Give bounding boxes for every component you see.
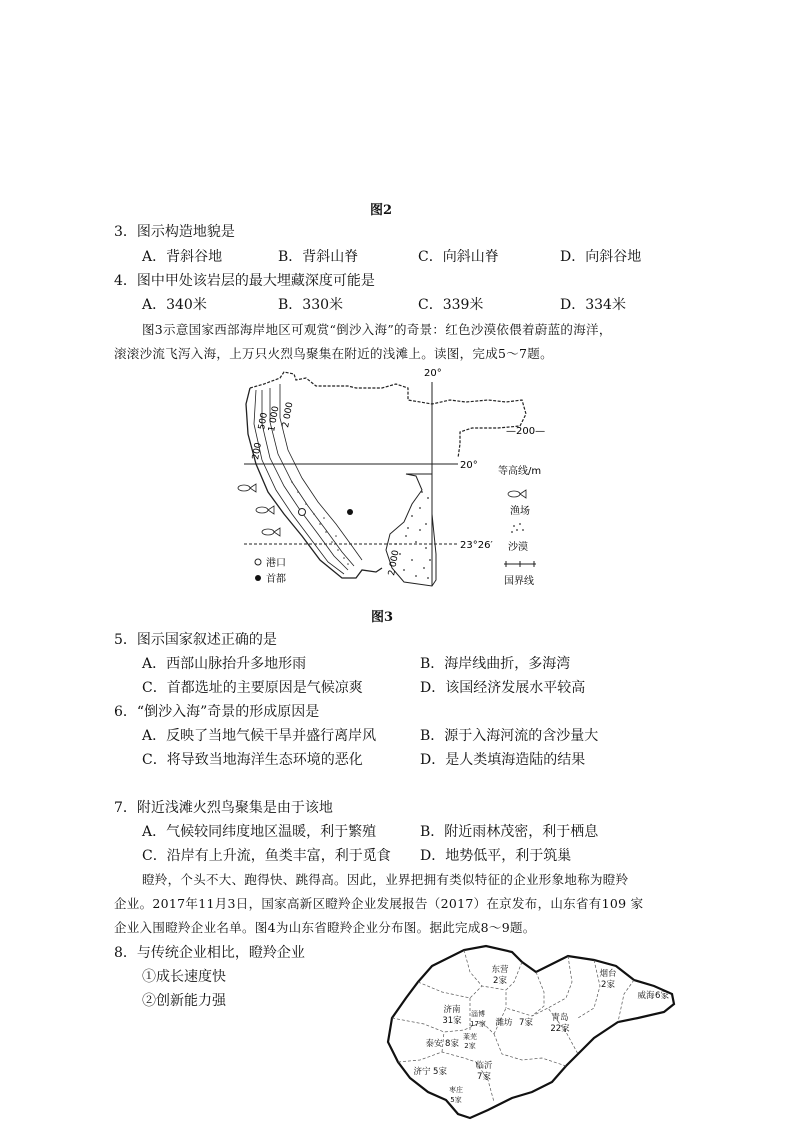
- gazelle-paragraph-line-2: 企业。2017年11月3日，国家高新区瞪羚企业发展报告（2017）在京发布，山东省有109 家: [114, 896, 644, 911]
- city-name-weifang: 潍坊: [495, 1018, 513, 1028]
- question-4-option-d[interactable]: D．334米: [560, 297, 626, 313]
- city-count-laiwu: 2家: [464, 1042, 476, 1050]
- question-3-option-c[interactable]: C．向斜山脊: [418, 249, 499, 265]
- question-6-option-c[interactable]: C．将导致当地海洋生态环境的恶化: [142, 752, 363, 768]
- city-name-jining: 济宁: [413, 1067, 431, 1077]
- border-legend-label: 国界线: [504, 576, 534, 587]
- city-count-dongying: 2家: [493, 976, 507, 986]
- city-name-jinan: 济南: [443, 1005, 461, 1015]
- question-8-item-2[interactable]: ②创新能力强: [142, 993, 226, 1009]
- fishery-legend-icon: [508, 490, 526, 498]
- question-6-option-d[interactable]: D．是人类填海造陆的结果: [420, 752, 586, 768]
- question-5-option-b[interactable]: B．海岸线曲折，多海湾: [420, 656, 571, 672]
- capital-legend-label: 首都: [266, 574, 286, 585]
- city-count-taian: 8家: [445, 1039, 459, 1049]
- city-name-zibo: 淄博: [471, 1010, 485, 1018]
- figure-3-caption: 图3: [371, 610, 394, 625]
- contour-label-2000: 2 000: [281, 401, 296, 429]
- desert-legend-icon: [511, 523, 524, 533]
- city-count-jinan: 31家: [442, 1016, 462, 1026]
- border-legend-icon: [504, 561, 536, 567]
- fishery-icons: [238, 484, 280, 536]
- city-count-qingdao: 22家: [550, 1024, 570, 1034]
- city-name-laiwu: 莱芜: [463, 1033, 477, 1041]
- question-7-stem: 7．附近浅滩火烈鸟聚集是由于该地: [114, 800, 333, 816]
- capital-legend-icon: [255, 575, 261, 581]
- question-8-item-1[interactable]: ①成长速度快: [142, 969, 226, 985]
- gazelle-paragraph-line-1: 瞪羚，个头不大、跑得快、跳得高。因此，业界把拥有类似特征的企业形象地称为瞪羚: [142, 872, 629, 887]
- port-legend-icon: [255, 559, 261, 565]
- city-count-linyi: 7家: [477, 1072, 491, 1082]
- fish-icon: [262, 528, 280, 536]
- question-3-stem: 3．图示构造地貌是: [114, 224, 235, 240]
- port-legend-label: 港口: [266, 558, 286, 569]
- figure-4-shandong-map: [372, 942, 682, 1122]
- contour-label-1000: 1 000: [267, 405, 282, 433]
- fish-icon: [238, 484, 256, 492]
- question-7-option-d[interactable]: D．地势低平，利于筑巢: [420, 848, 572, 864]
- city-count-weihai: 6家: [655, 991, 669, 1001]
- city-name-weihai: 威海: [637, 991, 655, 1001]
- contour-label-bottom: 2 000: [387, 549, 402, 577]
- city-name-dongying: 东营: [491, 965, 509, 975]
- fishery-legend-label: 渔场: [510, 506, 530, 517]
- question-3-option-b[interactable]: B．背斜山脊: [278, 249, 359, 265]
- lat-top-label: 20°: [424, 368, 442, 379]
- port-marker: [299, 509, 306, 516]
- question-7-option-c[interactable]: C．沿岸有上升流，鱼类丰富，利于觅食: [142, 848, 391, 864]
- lat-mid-label: 20°: [460, 460, 478, 471]
- city-name-zaozhuang: 枣庄: [449, 1086, 463, 1094]
- question-4-stem: 4．图中甲处该岩层的最大埋藏深度可能是: [114, 273, 375, 289]
- question-4-option-c[interactable]: C．339米: [418, 297, 484, 313]
- question-6-option-b[interactable]: B．源于入海河流的含沙量大: [420, 728, 599, 744]
- question-7-option-a[interactable]: A．气候较同纬度地区温暖，利于繁殖: [142, 824, 377, 840]
- question-7-option-b[interactable]: B．附近雨林茂密，利于栖息: [420, 824, 599, 840]
- question-5-option-a[interactable]: A．西部山脉抬升多地形雨: [142, 656, 307, 672]
- question-4-option-b[interactable]: B．330米: [278, 297, 344, 313]
- intro-paragraph-line-1: 图3示意国家西部海岸地区可观赏“倒沙入海”的奇景：红色沙漠依偎着蔚蓝的海洋，: [142, 322, 612, 337]
- city-count-zibo: 17家: [470, 1020, 486, 1028]
- province-outline: [388, 946, 674, 1118]
- question-4-option-a[interactable]: A．340米: [142, 297, 207, 313]
- question-6-stem: 6．“倒沙入海”奇景的形成原因是: [114, 704, 320, 720]
- question-5-option-d[interactable]: D．该国经济发展水平较高: [420, 680, 586, 696]
- figure-3-map: [236, 364, 566, 596]
- contour-legend-label: 等高线/m: [498, 466, 542, 477]
- fish-icon: [256, 506, 274, 514]
- city-name-yantai: 烟台: [599, 969, 617, 979]
- question-6-option-a[interactable]: A．反映了当地气候干旱并盛行离岸风: [142, 728, 377, 744]
- city-name-linyi: 临沂: [475, 1061, 493, 1071]
- city-count-weifang: 7家: [519, 1018, 533, 1028]
- contour-label-200: 200: [251, 441, 264, 461]
- city-name-qingdao: 青岛: [551, 1013, 569, 1023]
- figure-2-caption: 图2: [370, 203, 393, 218]
- question-3-option-d[interactable]: D．向斜谷地: [560, 249, 642, 265]
- desert-dots: [395, 491, 431, 579]
- contour-legend-sample: —200—: [506, 426, 546, 437]
- intro-paragraph-line-2: 滚滚沙流飞泻入海，上万只火烈鸟聚集在附近的浅滩上。读图，完成5～7题。: [114, 346, 553, 361]
- desert-legend-label: 沙漠: [508, 542, 528, 553]
- city-count-yantai: 2家: [601, 980, 615, 990]
- question-8-stem: 8．与传统企业相比，瞪羚企业: [114, 945, 305, 961]
- city-name-taian: 泰安: [425, 1039, 443, 1049]
- contour-label-500: 500: [257, 411, 270, 431]
- question-5-stem: 5．图示国家叙述正确的是: [114, 632, 277, 648]
- capital-marker: [347, 509, 353, 515]
- city-count-jining: 5家: [433, 1067, 447, 1077]
- lat-tropic-label: 23°26′: [460, 540, 493, 551]
- question-5-option-c[interactable]: C．首都选址的主要原因是气候凉爽: [142, 680, 363, 696]
- question-3-option-a[interactable]: A．背斜谷地: [142, 249, 223, 265]
- gazelle-paragraph-line-3: 企业入围瞪羚企业名单。图4为山东省瞪羚企业分布图。据此完成8～9题。: [114, 920, 536, 935]
- city-count-zaozhuang: 5家: [450, 1096, 462, 1104]
